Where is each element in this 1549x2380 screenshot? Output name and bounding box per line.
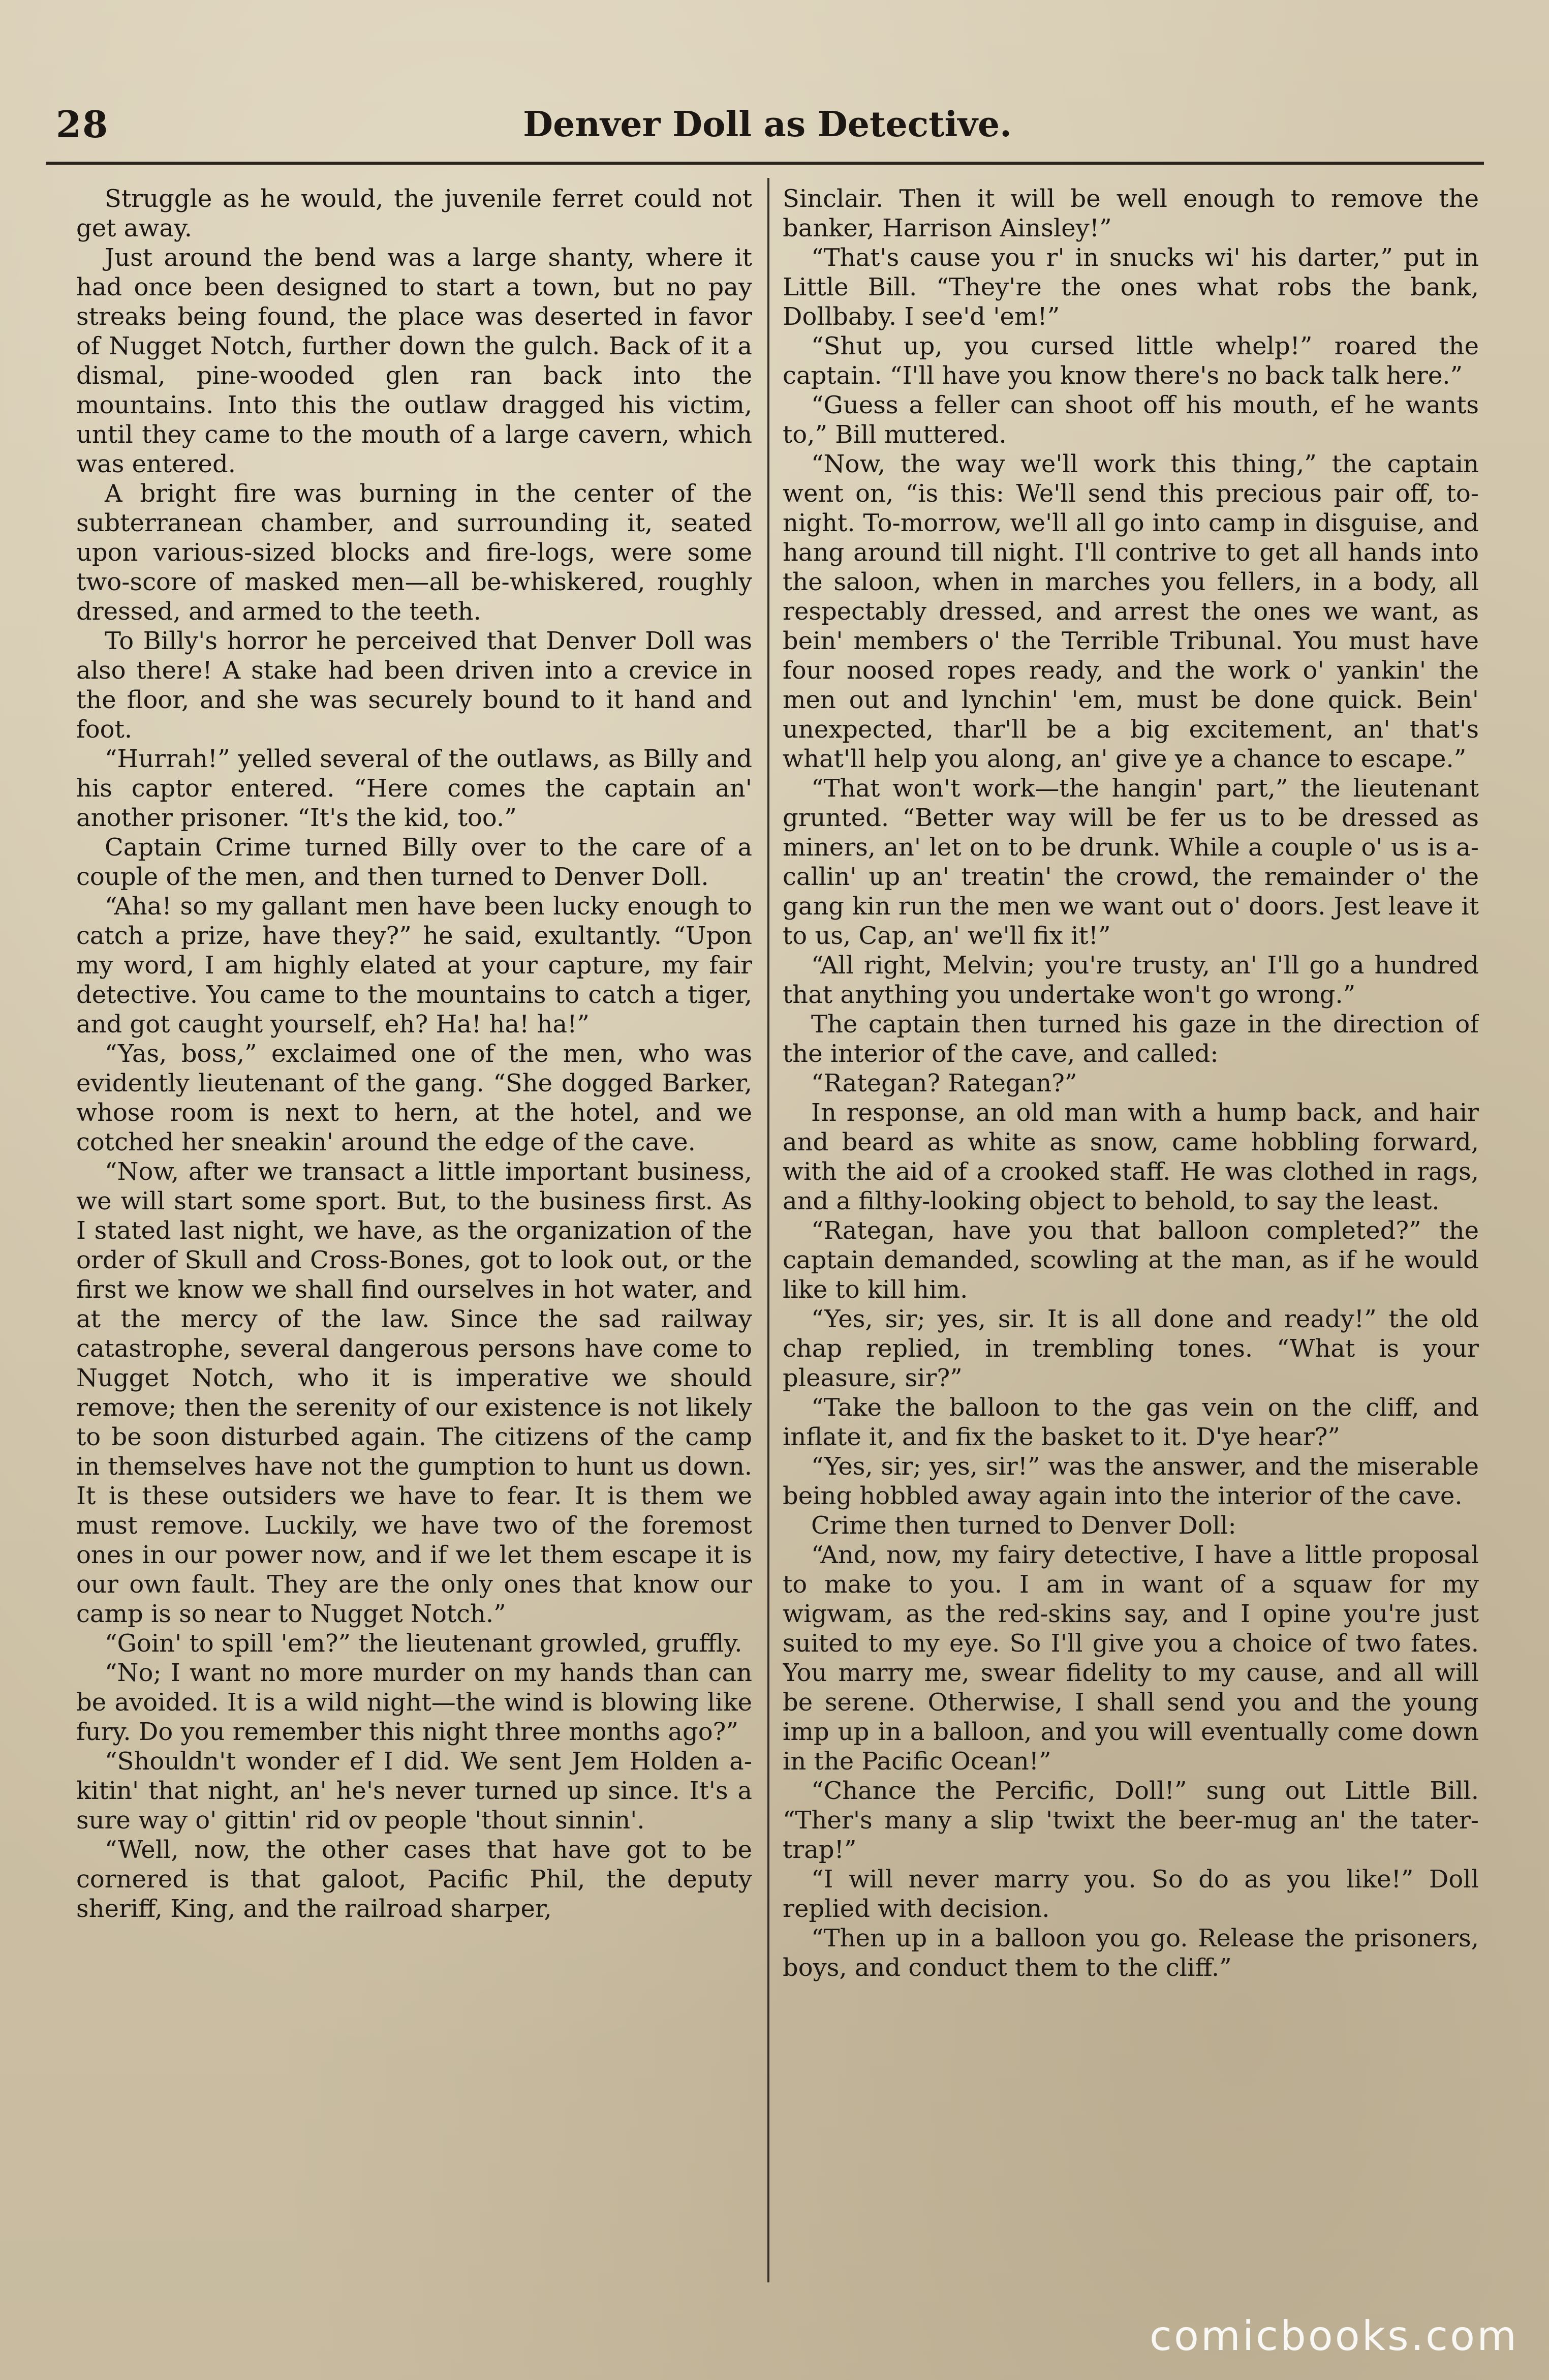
paragraph: Just around the bend was a large shanty, where it had once been designed to start a town, but no pay streaks being found, the place was deserted in favor of Nugget Notch, further down the gulch. Back of it a dismal, pine-wooded glen ran back into the mountains. Into this the outlaw dragged his victim, until they came to the mouth of a large cavern, which was entered.	[76, 243, 752, 478]
paragraph: “Take the balloon to the gas vein on the cliff, and inflate it, and fix the basket to it. D'ye hear?”	[783, 1393, 1479, 1451]
paragraph: “No; I want no more murder on my hands than can be avoided. It is a wild night—the wind is blowing like fury. Do you remember this night three months ago?”	[76, 1659, 752, 1746]
paragraph: In response, an old man with a hump back, and hair and beard as white as snow, came hobbling forward, with the aid of a crooked staff. He was clothed in rags, and a filthy-looking object to behold, to say the least.	[783, 1099, 1479, 1215]
header-rule	[46, 162, 1484, 165]
paragraph: “Guess a feller can shoot off his mouth, ef he wants to,” Bill muttered.	[783, 391, 1479, 449]
paragraph: To Billy's horror he perceived that Denver Doll was also there! A stake had been driven into a crevice in the floor, and she was securely bound to it hand and foot.	[76, 627, 752, 744]
paragraph: “That's cause you r' in snucks wi' his darter,” put in Little Bill. “They're the ones what robs the bank, Dollbaby. I see'd 'em!”	[783, 243, 1479, 331]
paragraph: Crime then turned to Denver Doll:	[811, 1511, 1236, 1540]
paragraph: “Yas, boss,” exclaimed one of the men, who was evidently lieutenant of the gang. “She dogged Barker, whose room is next to hern, at the hotel, and we cotched her sneakin' around the edge of the cave.	[76, 1040, 752, 1156]
paragraph: Struggle as he would, the juvenile ferret could not get away.	[76, 185, 752, 242]
paragraph: “That won't work—the hangin' part,” the lieutenant grunted. “Better way will be fer us to be dressed as miners, an' let on to be drunk. While a couple o' us is a-callin' up an' treatin' the crowd, the remainder o' the gang kin run the men we want out o' doors. Jest leave it to us, Cap, an' we'll fix it!”	[783, 774, 1479, 950]
paragraph: “Aha! so my gallant men have been lucky enough to catch a prize, have they?” he said, exultantly. “Upon my word, I am highly elated at your capture, my fair detective. You came to the mountains to catch a tiger, and got caught yourself, eh? Ha! ha! ha!”	[76, 892, 752, 1039]
paragraph: “Shouldn't wonder ef I did. We sent Jem Holden a-kitin' that night, an' he's never turned up since. It's a sure way o' gittin' rid ov people 'thout sinnin'.	[76, 1747, 752, 1835]
paragraph: A bright fire was burning in the center of the subterranean chamber, and surrounding it, seated upon various-sized blocks and fire-logs, were some two-score of masked men—all be-whiskered, roughly dressed, and armed to the teeth.	[76, 479, 752, 626]
paragraph: “Hurrah!” yelled several of the outlaws, as Billy and his captor entered. “Here comes the captain an' another prisoner. “It's the kid, too.”	[76, 745, 752, 832]
paragraph: “Rategan? Rategan?”	[811, 1069, 1077, 1097]
left-column	[76, 184, 752, 2268]
running-title: Denver Doll as Detective.	[523, 104, 1012, 145]
paragraph: “Chance the Percific, Doll!” sung out Little Bill. “Ther's many a slip 'twixt the beer-mug an' the tater-trap!”	[783, 1777, 1479, 1864]
paragraph: “Now, after we transact a little important business, we will start some sport. But, to the business first. As I stated last night, we have, as the organization of the order of Skull and Cross-Bones, got to look out, or the first we know we shall find ourselves in hot water, and at the mercy of the law. Since the sad railway catastrophe, several dangerous persons have come to Nugget Notch, who it is imperative we should remove; then the serenity of our existence is not likely to be soon disturbed again. The citizens of the camp in themselves have not the gumption to hunt us down. It is these outsiders we have to fear. It is them we must remove. Luckily, we have two of the foremost ones in our power now, and if we let them escape it is our own fault. They are the only ones that know our camp is so near to Nugget Notch.”	[76, 1157, 752, 1628]
paragraph: “Yes, sir; yes, sir!” was the answer, and the miserable being hobbled away again into the interior of the cave.	[783, 1452, 1479, 1510]
paragraph: “Now, the way we'll work this thing,” the captain went on, “is this: We'll send this precious pair off, to-night. To-morrow, we'll all go into camp in disguise, and hang around till night. I'll contrive to get all hands into the saloon, when in marches you fellers, in a body, all respectably dressed, and arrest the ones we want, as bein' members o' the Terrible Tribunal. You must have four noosed ropes ready, and the work o' yankin' the men out and lynchin' 'em, must be done quick. Bein' unexpected, thar'll be a big excitement, an' that's what'll help you along, an' give ye a chance to escape.”	[783, 450, 1479, 773]
paragraph: “I will never marry you. So do as you like!” Doll replied with decision.	[783, 1865, 1479, 1923]
paragraph: The captain then turned his gaze in the direction of the interior of the cave, and called:	[783, 1010, 1479, 1068]
paragraph: “Shut up, you cursed little whelp!” roared the captain. “I'll have you know there's no back talk here.”	[783, 332, 1479, 390]
paragraph: “Goin' to spill 'em?” the lieutenant growled, gruffly.	[105, 1629, 742, 1658]
paragraph: “Yes, sir; yes, sir. It is all done and ready!” the old chap replied, in trembling tones. “What is your pleasure, sir?”	[783, 1305, 1479, 1392]
paragraph: Captain Crime turned Billy over to the care of a couple of the men, and then turned to Denver Doll.	[76, 833, 752, 891]
page-number: 28	[56, 103, 109, 146]
paragraph: Sinclair. Then it will be well enough to remove the banker, Harrison Ainsley!”	[783, 185, 1479, 242]
site-watermark: comicbooks.com	[1149, 2312, 1519, 2360]
paragraph: “Then up in a balloon you go. Release the prisoners, boys, and conduct them to the cliff.”	[783, 1924, 1479, 1982]
paragraph: “And, now, my fairy detective, I have a little proposal to make to you. I am in want of a squaw for my wigwam, as the red-skins say, and I opine you're just suited to my eye. So I'll give you a choice of two fates. You marry me, swear fidelity to my cause, and all will be serene. Otherwise, I shall send you and the young imp up in a balloon, and you will eventually come down in the Pacific Ocean!”	[783, 1541, 1479, 1776]
paragraph: “Rategan, have you that balloon completed?” the captain demanded, scowling at the man, as if he would like to kill him.	[783, 1216, 1479, 1304]
paragraph: “Well, now, the other cases that have got to be cornered is that galoot, Pacific Phil, the deputy sheriff, King, and the railroad sharper,	[76, 1836, 752, 1923]
column-rule	[767, 178, 769, 2282]
right-column	[783, 184, 1479, 2268]
page-header	[56, 97, 1479, 152]
paragraph: “All right, Melvin; you're trusty, an' I'll go a hundred that anything you undertake won't go wrong.”	[783, 951, 1479, 1009]
